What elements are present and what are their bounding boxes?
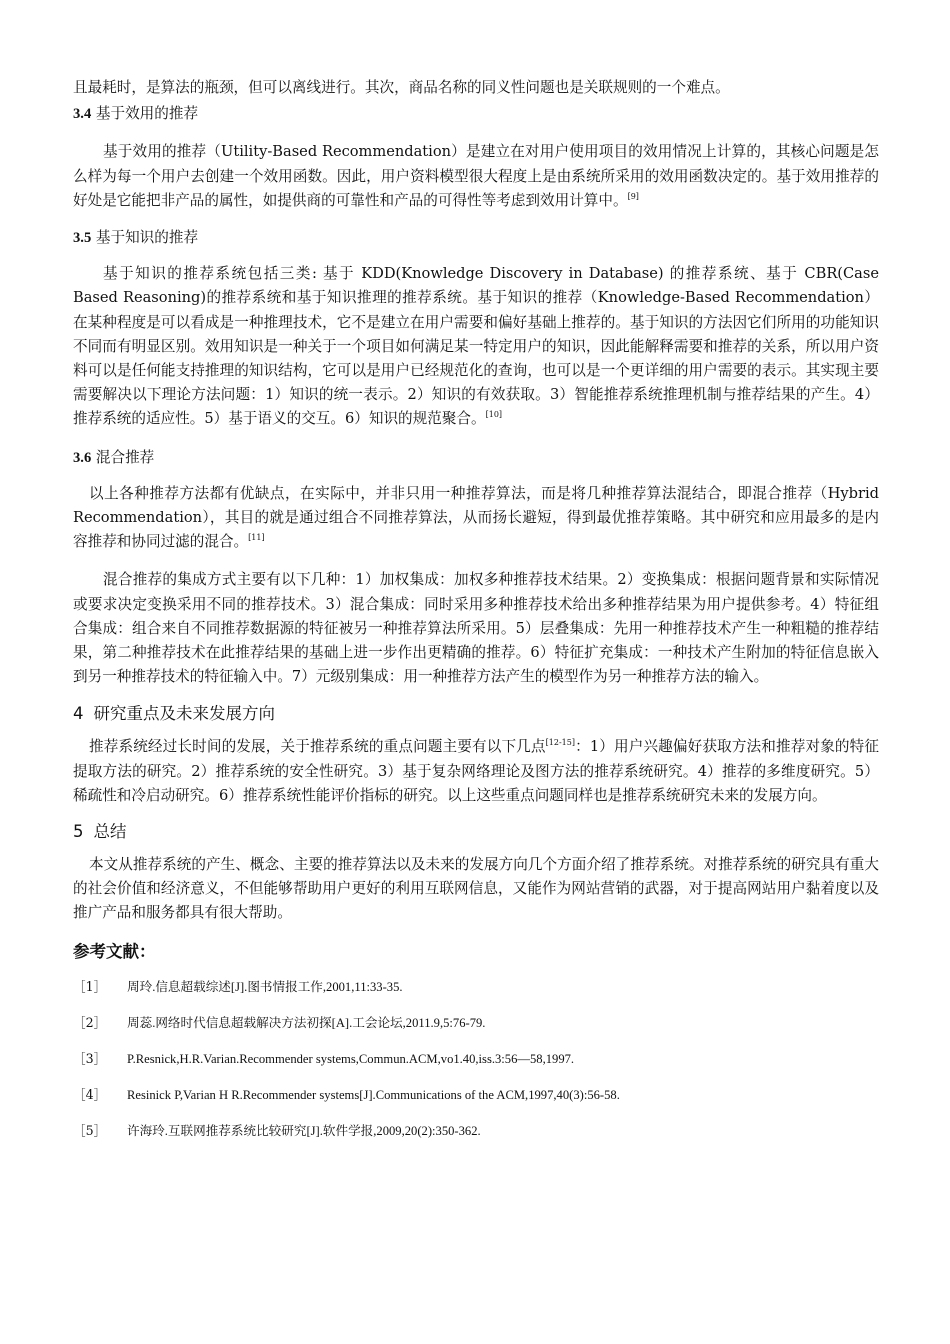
reference-number: ［2］ xyxy=(73,1014,107,1030)
section-3-5-paragraph: 基于知识的推荐系统包括三类: 基于 KDD(Knowledge Discovery in Database) 的推荐系统、基于 CBR(Case Based Reasoning)的推荐系统和基于知识推理的推荐系统。基于知识的推荐（Knowledge-Based Recommendation）在某种程度是可以看成是一种推理技术，它不是建立在用户需要和偏好基础上推荐的。基于知识的方法因它们所用的功能知识不同而有明显区别。效用知识是一种关于一个项目如何满足某一特定用户的知识，因此能解释需要和推荐的关系，所以用户资料可以是任何能支持推理的知识结构，它可以是用户已经规范化的查询，也可以是一个更详细的用户需要的表示。其实现主要需要解决以下理论方法问题：1）知识的统一表示。2）知识的有效获取。3）智能推荐系统推理机制与推荐结果的产生。4）推荐系统的适应性。5）基于语义的交互。6）知识的规范聚合。[10] xyxy=(73,265,879,428)
section-number: 4 xyxy=(73,704,84,724)
reference-text: Resinick P,Varian H R.Recommender systems[J].Communications of the ACM,1997,40(3):56-58. xyxy=(127,1087,620,1102)
section-title: 研究重点及未来发展方向 xyxy=(93,704,275,724)
section-number: 3.4 xyxy=(73,106,92,123)
section-4-heading xyxy=(73,701,879,727)
section-5-heading xyxy=(73,819,879,845)
reference-list xyxy=(73,977,879,1141)
section-4-paragraph: 推荐系统经过长时间的发展，关于推荐系统的重点问题主要有以下几点[12-15]：1）用户兴趣偏好获取方法和推荐对象的特征提取方法的研究。2）推荐系统的安全性研究。3）基于复杂网络理论及图方法的推荐系统研究。4）推荐的多维度研究。5）稀疏性和冷启动研究。6）推荐系统性能评价指标的研究。以上这些重点问题同样也是推荐系统研究未来的发展方向。 xyxy=(73,738,879,804)
section-3-6-paragraph-1: 以上各种推荐方法都有优缺点，在实际中，并非只用一种推荐算法，而是将几种推荐算法混结合，即混合推荐（Hybrid Recommendation），其目的就是通过组合不同推荐算法，从而扬长避短，得到最优推荐策略。其中研究和应用最多的是内容推荐和协同过滤的混合。[11] xyxy=(73,484,879,551)
section-number: 3.5 xyxy=(73,230,92,247)
continuation-paragraph: 且最耗时，是算法的瓶颈，但可以离线进行。其次，商品名称的同义性问题也是关联规则的一个难点。 xyxy=(73,79,730,96)
section-number: 5 xyxy=(73,822,84,842)
citation: [10] xyxy=(485,410,503,420)
reference-number: ［3］ xyxy=(73,1050,107,1066)
section-title: 总结 xyxy=(93,822,127,842)
reference-item xyxy=(73,1085,879,1105)
reference-number: ［1］ xyxy=(73,978,107,994)
reference-item xyxy=(73,1121,879,1141)
section-3-6-paragraph-2: 混合推荐的集成方式主要有以下几种：1）加权集成：加权多种推荐技术结果。2）变换集成：根据问题背景和实际情况或要求决定变换采用不同的推荐技术。3）混合集成：同时采用多种推荐技术给出多种推荐结果为用户提供参考。4）特征组合集成：组合来自不同推荐数据源的特征被另一种推荐算法所采用。5）层叠集成：先用一种推荐技术产生一种粗糙的推荐结果，第二种推荐技术在此推荐结果的基础上进一步作出更精确的推荐。6）特征扩充集成：一种技术产生附加的特征信息嵌入到另一种推荐技术的特征输入中。7）元级别集成：用一种推荐方法产生的模型作为另一种推荐方法的输入。 xyxy=(73,571,879,686)
section-number: 3.6 xyxy=(73,449,92,466)
section-3-4-paragraph: 基于效用的推荐（Utility-Based Recommendation）是建立在对用户使用项目的效用情况上计算的，其核心问题是怎么样为每一个用户去创建一个效用函数。因此，用户资料模型很大程度上是由系统所采用的效用函数决定的。基于效用推荐的好处是它能把非产品的属性，如提供商的可靠性和产品的可得性等考虑到效用计算中。[9] xyxy=(73,143,879,209)
reference-text: P.Resnick,H.R.Varian.Recommender systems,Commun.ACM,vo1.40,iss.3:56—58,1997. xyxy=(127,1051,575,1066)
paper-page xyxy=(73,76,879,1141)
section-title: 基于知识的推荐 xyxy=(95,229,199,247)
section-3-6-heading xyxy=(73,446,879,470)
reference-text: 许海玲.互联网推荐系统比较研究[J].软件学报,2009,20(2):350-362. xyxy=(127,1123,481,1138)
section-5-paragraph: 本文从推荐系统的产生、概念、主要的推荐算法以及未来的发展方向几个方面介绍了推荐系统。对推荐系统的研究具有重大的社会价值和经济意义，不但能够帮助用户更好的利用互联网信息，又能作为网站营销的武器，对于提高网站用户黏着度以及推广产品和服务都具有很大帮助。 xyxy=(73,856,879,922)
reference-item xyxy=(73,977,879,997)
section-title: 混合推荐 xyxy=(95,448,155,466)
reference-item xyxy=(73,1013,879,1033)
citation: [12-15] xyxy=(545,738,575,748)
section-3-5-heading xyxy=(73,226,879,250)
reference-number: ［5］ xyxy=(73,1122,107,1138)
citation: [9] xyxy=(627,191,639,201)
section-title: 基于效用的推荐 xyxy=(95,105,199,123)
reference-item xyxy=(73,1049,879,1069)
reference-number: ［4］ xyxy=(73,1086,107,1102)
section-3-4-heading xyxy=(73,102,879,126)
reference-text: 周玲.信息超载综述[J].图书情报工作,2001,11:33-35. xyxy=(127,979,403,994)
references-heading: 参考文献： xyxy=(73,941,156,961)
reference-text: 周蕊.网络时代信息超载解决方法初探[A].工会论坛,2011.9,5:76-79. xyxy=(127,1015,486,1030)
citation: [11] xyxy=(248,533,265,543)
